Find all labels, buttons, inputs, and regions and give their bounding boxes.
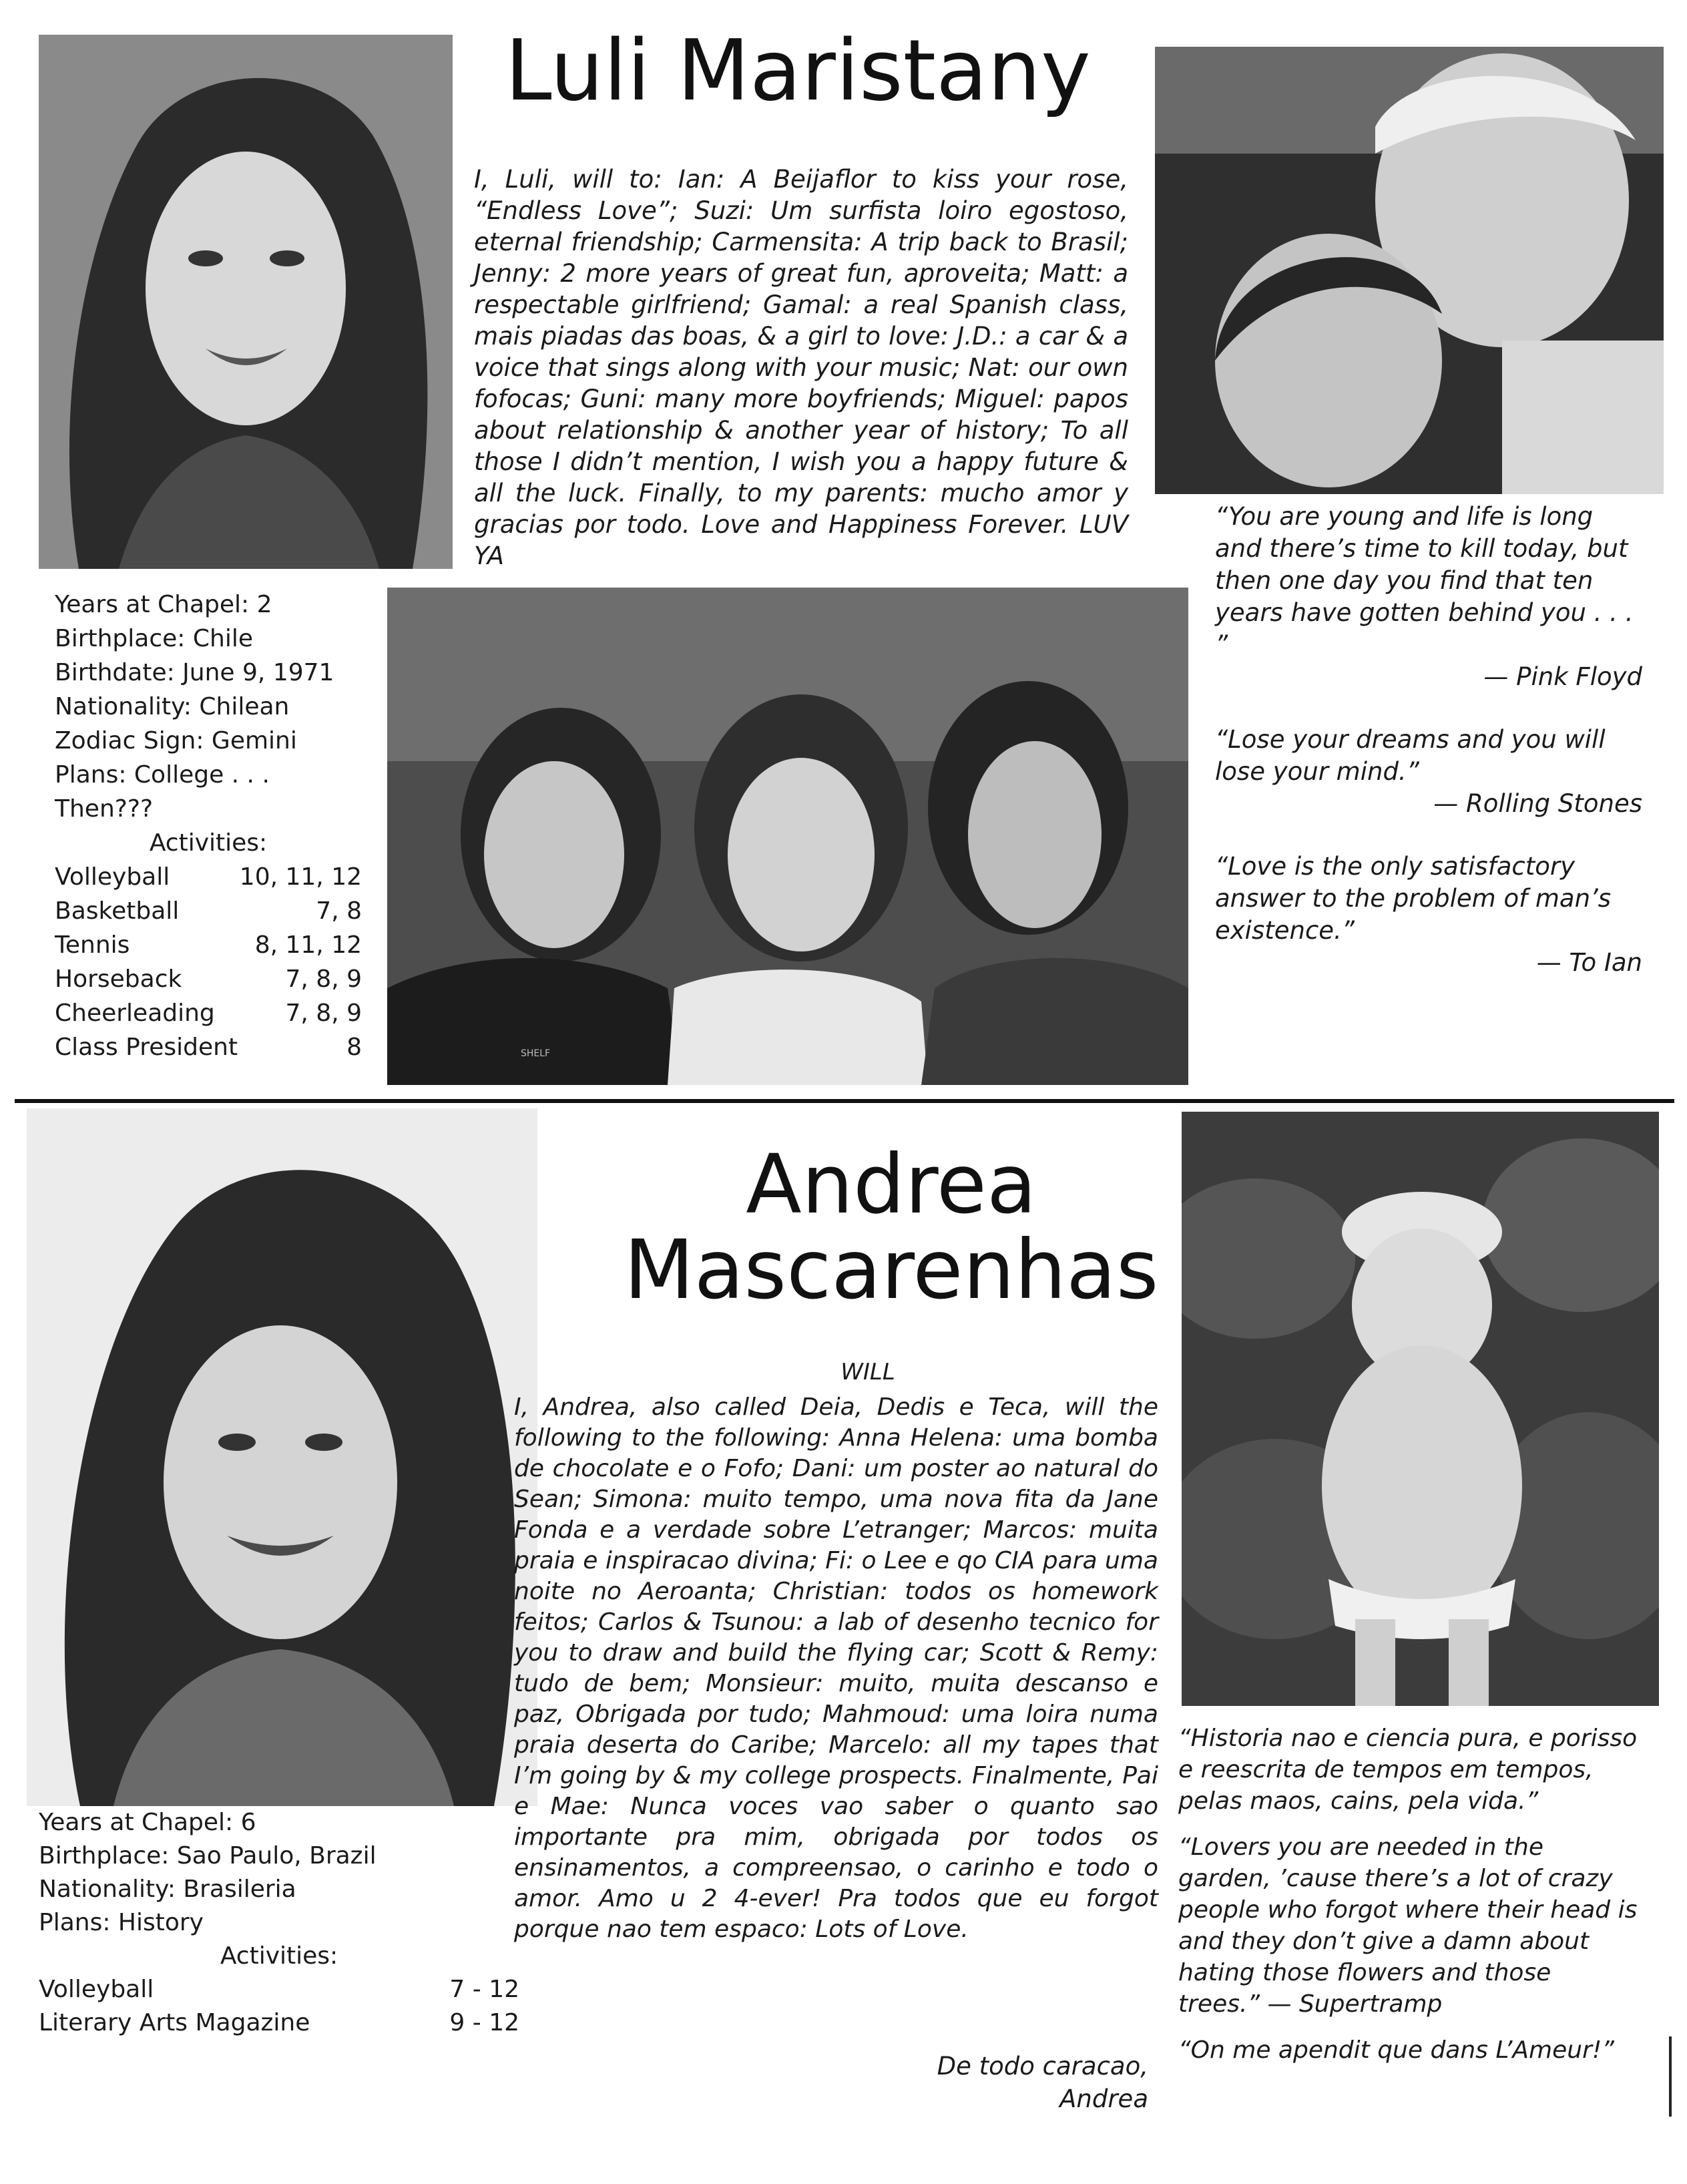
andrea-birthplace: Birthplace: Sao Paulo, Brazil [39,1842,377,1870]
shirt-logo-text: SHELF [521,1048,551,1059]
activity-name: Horseback [55,965,182,993]
luli-activity-row [55,894,362,928]
luli-quote [1215,501,1642,693]
quote-text: “You are young and life is long and there’s time to kill today, but then one day you find that ten years have gotten behind you . . . ” [1215,502,1634,659]
luli-quote [1215,724,1642,820]
activity-name: Cheerleading [55,1000,215,1027]
luli-activity-row [55,1030,362,1064]
andrea-portrait-photo [27,1108,537,1806]
quote-text: “Love is the only satisfactory answer to the problem of man’s existence.” [1215,852,1612,945]
luli-activity-row [55,996,362,1030]
activity-grades: 7 - 12 [449,1976,519,2003]
quote-text: “On me apendit que dans L’Ameur!” [1178,2036,1614,2064]
luli-group-photo [387,588,1188,1085]
andrea-last-name: Mascarenhas [624,1223,1159,1318]
activity-grades: 7, 8, 9 [285,965,362,993]
luli-quotes [1215,501,1642,1010]
activity-name: Literary Arts Magazine [39,2009,310,2036]
andrea-quote [1178,1831,1639,2020]
signoff-name: Andrea [1059,2085,1148,2113]
luli-birthplace: Birthplace: Chile [55,625,253,652]
activity-name: Volleyball [55,863,170,891]
andrea-will-text: I, Andrea, also called Deia, Dedis e Teca, will the following to the following: Anna Helena: uma bomba de chocolate e o Fofo; Dani: um poster ao natural do Sean; Simona: muito tempo, uma nova fita da Jane Fonda e a verdade sobre L’etranger; Marcos: muita praia e inspiracao divina; Fi: o Lee e qo CIA para uma noite no Aeroanta; Christian: todos os homework feitos; Carlos & Tsunou: a lab of desenho tecnico for you to draw and build the flying car; Scott & Remy: tudo de bem; Monsieur: muito, muita descanso e paz, Obrigada por tudo; Mahmoud: uma loira numa praia deserta do Caribe; Marcelo: all my tapes that I’m going by & my college prospects. Finalmente, Pai e Mae: Nunca voces vao saber o quanto sao importante pra mim, obrigada por todos os ensinamentos, a compreensao, o carinho e todo o amor. Amo u 2 4-ever! Pra todos que eu forgot porque nao tem espaco: Lots of Love. [514,1393,1158,1943]
andrea-will-heading: WILL [840,1359,895,1385]
activity-name: Tennis [55,931,130,959]
activity-grades: 10, 11, 12 [239,863,362,891]
andrea-name-heading [547,1137,1235,1318]
activity-grades: 9 - 12 [449,2009,519,2036]
quote-attribution: — Rolling Stones [1433,789,1642,818]
luli-quote [1215,851,1642,979]
luli-activities-heading: Activities: [149,829,268,857]
luli-plans: Plans: College . . . [55,761,270,789]
quote-attribution: — Pink Floyd [1483,662,1642,691]
luli-zodiac-sign: Zodiac Sign: Gemini [55,727,297,754]
andrea-quotes [1178,1723,1639,2066]
luli-will-text: I, Luli, will to: Ian: A Beijaflor to kiss your rose, “Endless Love”; Suzi: Um surfista loiro egostoso, eternal friendship; Carmensita: A trip back to Brasil; Jenny: 2 more years of great fun, aproveita; Matt: a respectable girlfriend; Gamal: a real Spanish class, mais piadas das boas, & a girl to love: J.D.: a car & a voice that sings along with your music; Nat: our own fofocas; Guni: many more boyfriends; Miguel: papos about relationship & another year of history; To all those I didn’t mention, I wish you a happy future & all the luck. Finally, to my parents: mucho amor y gracias por todo. Love and Happiness Forever. LUV YA [474,165,1128,570]
andrea-activities-heading: Activities: [220,1942,338,1970]
luli-years-at-chapel: Years at Chapel: 2 [55,591,272,618]
luli-couple-photo [1155,47,1664,494]
andrea-nationality: Nationality: Brasileria [39,1876,296,1903]
quote-text: “Lose your dreams and you will lose your mind.” [1215,725,1606,786]
luli-activity-row [55,962,362,996]
luli-facts-panel [55,588,362,1064]
quote-text: “Historia nao e ciencia pura, e porisso e reescrita de tempos em tempos, pelas maos, cains, pela vida.” [1178,1725,1638,1815]
activity-grades: 8, 11, 12 [254,931,362,959]
activity-grades: 7, 8 [316,897,362,925]
andrea-quote [1178,2034,1639,2066]
andrea-activity-row [39,1973,519,2006]
luli-activity-row [55,928,362,962]
quote-attribution: — To Ian [1536,948,1642,977]
quote-text: “Lovers you are needed in the garden, ’cause there’s a lot of crazy people who forgot where their head is and they don’t give a damn about hating those flowers and those trees.” — Supertramp [1178,1833,1638,2018]
activity-grades: 7, 8, 9 [285,1000,362,1027]
luli-nationality: Nationality: Chilean [55,693,290,720]
andrea-quote [1178,1723,1639,1817]
andrea-baby-photo [1182,1112,1659,1706]
activity-grades: 8 [346,1034,362,1061]
andrea-first-name: Andrea [746,1137,1037,1232]
section-divider [15,1099,1674,1103]
signoff-line: De todo caracao, [937,2052,1148,2081]
luli-birthdate: Birthdate: June 9, 1971 [55,659,334,686]
activity-name: Basketball [55,897,180,925]
activity-name: Volleyball [39,1976,154,2003]
luli-plans-continued: Then??? [55,795,154,823]
activity-name: Class President [55,1034,238,1061]
andrea-facts-panel [39,1806,519,2040]
andrea-years-at-chapel: Years at Chapel: 6 [39,1809,256,1836]
andrea-activity-row [39,2006,519,2040]
andrea-signoff [834,2050,1148,2115]
luli-portrait-photo [39,35,453,569]
andrea-plans: Plans: History [39,1909,204,1936]
luli-name-heading: Luli Maristany [505,21,1091,120]
luli-activity-row [55,860,362,894]
page-edge-mark [1669,2036,1672,2117]
